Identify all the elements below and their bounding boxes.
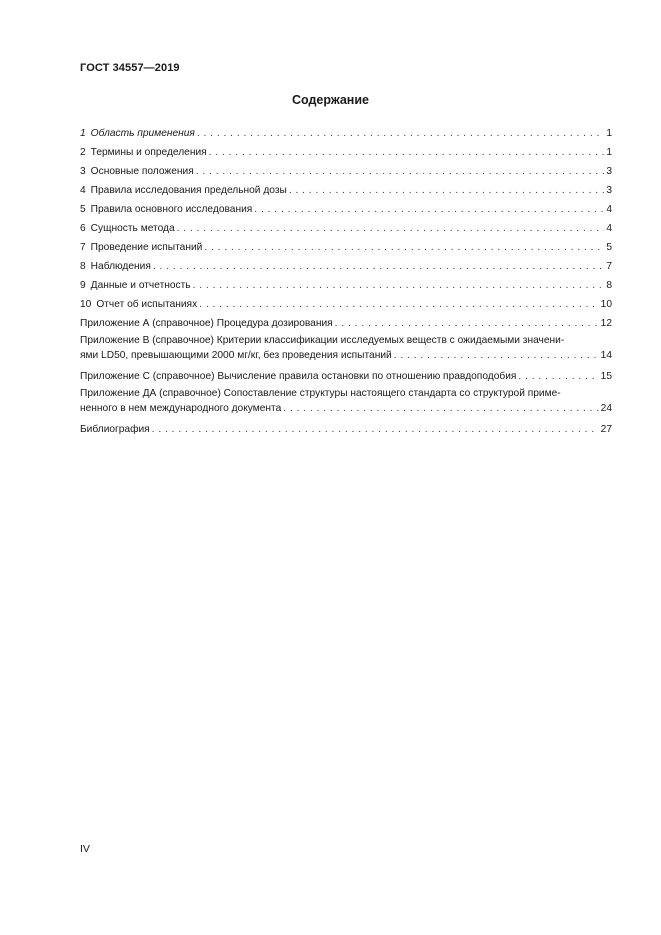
toc-leader-dots bbox=[193, 276, 605, 295]
toc-leader-dots bbox=[204, 238, 604, 257]
toc-entry-line bbox=[80, 295, 612, 314]
toc-entry-number: 2 bbox=[80, 147, 86, 158]
toc-leader-dots bbox=[289, 181, 605, 200]
toc-entry-line bbox=[80, 219, 612, 238]
toc-leader-dots bbox=[335, 314, 599, 333]
toc-entry-page: 12 bbox=[600, 318, 612, 329]
toc-entry[interactable] bbox=[80, 200, 612, 219]
toc-entry-line bbox=[80, 401, 612, 417]
toc-entry[interactable] bbox=[80, 124, 612, 143]
toc-entry[interactable] bbox=[80, 257, 612, 276]
toc-entry[interactable] bbox=[80, 181, 612, 200]
toc-entry-line bbox=[80, 333, 612, 348]
toc-entry-line bbox=[80, 124, 612, 143]
toc-leader-dots bbox=[196, 162, 605, 181]
toc-entry-line bbox=[80, 143, 612, 162]
toc-entry-label: Библиография bbox=[80, 424, 150, 435]
toc-entry-page: 15 bbox=[600, 371, 612, 382]
toc-entry-number: 3 bbox=[80, 166, 86, 177]
toc-leader-dots bbox=[177, 219, 605, 238]
toc-entry-page: 4 bbox=[606, 204, 612, 215]
toc-entry-page: 1 bbox=[606, 147, 612, 158]
toc-entry-line bbox=[80, 200, 612, 219]
toc-entry-number: 5 bbox=[80, 204, 86, 215]
document-header: ГОСТ 34557—2019 bbox=[80, 62, 180, 74]
toc-entry-page: 10 bbox=[600, 299, 612, 310]
toc-entry-line bbox=[80, 367, 612, 386]
toc-entry-line bbox=[80, 276, 612, 295]
toc-entry-label: Отчет об испытаниях bbox=[96, 299, 198, 310]
toc-entry-label: Приложение В (справочное) Критерии классификации исследуемых веществ с ожидаемыми значени- bbox=[80, 335, 565, 346]
toc-entry-label: Приложение ДА (справочное) Сопоставление структуры настоящего стандарта со структурой приме- bbox=[80, 388, 561, 399]
toc-entry[interactable] bbox=[80, 314, 612, 333]
toc-entry-page: 14 bbox=[600, 350, 612, 361]
toc-leader-dots bbox=[518, 367, 598, 386]
toc-entry[interactable] bbox=[80, 219, 612, 238]
toc-entry-label: Термины и определения bbox=[90, 147, 207, 158]
toc-entry-page: 5 bbox=[606, 242, 612, 253]
toc-entry-label: ями LD50, превышающими 2000 мг/кг, без проведения испытаний bbox=[80, 350, 392, 361]
toc-leader-dots bbox=[283, 401, 598, 417]
toc-entry-number: 9 bbox=[80, 280, 86, 291]
toc-entry[interactable] bbox=[80, 143, 612, 162]
toc-entry[interactable] bbox=[80, 276, 612, 295]
toc-entry-page: 8 bbox=[606, 280, 612, 291]
toc-entry-number: 10 bbox=[80, 299, 92, 310]
toc-entry-number: 4 bbox=[80, 185, 86, 196]
toc-entry-line bbox=[80, 162, 612, 181]
toc-entry-label: Область применения bbox=[90, 128, 195, 139]
toc-entry-line bbox=[80, 238, 612, 257]
toc-entry-label: Сущность метода bbox=[90, 223, 175, 234]
toc-leader-dots bbox=[394, 348, 599, 364]
toc-entry-number: 8 bbox=[80, 261, 86, 272]
table-of-contents bbox=[80, 124, 612, 439]
toc-entry[interactable] bbox=[80, 295, 612, 314]
toc-entry[interactable] bbox=[80, 238, 612, 257]
toc-entry-page: 3 bbox=[606, 166, 612, 177]
toc-entry-label: Данные и отчетность bbox=[90, 280, 191, 291]
toc-entry-label: Приложение С (справочное) Вычисление правила остановки по отношению правдоподобия bbox=[80, 371, 517, 382]
toc-entry-label: Правила исследования предельной дозы bbox=[90, 185, 287, 196]
toc-entry-label: Наблюдения bbox=[90, 261, 151, 272]
toc-entry-label: ненного в нем международного документа bbox=[80, 403, 282, 414]
toc-entry-page: 7 bbox=[606, 261, 612, 272]
toc-entry-line bbox=[80, 181, 612, 200]
toc-entry[interactable] bbox=[80, 162, 612, 181]
toc-entry-line bbox=[80, 348, 612, 364]
toc-entry-line bbox=[80, 257, 612, 276]
toc-entry[interactable] bbox=[80, 386, 612, 417]
toc-title: Содержание bbox=[291, 93, 369, 107]
toc-entry-page: 4 bbox=[606, 223, 612, 234]
toc-leader-dots bbox=[254, 200, 604, 219]
toc-leader-dots bbox=[152, 420, 599, 439]
toc-entry-label: Правила основного исследования bbox=[90, 204, 253, 215]
toc-entry-number: 1 bbox=[80, 128, 86, 139]
toc-entry-page: 3 bbox=[606, 185, 612, 196]
toc-entry-number: 7 bbox=[80, 242, 86, 253]
toc-entry-page: 1 bbox=[606, 128, 612, 139]
toc-entry-line bbox=[80, 386, 612, 401]
toc-entry[interactable] bbox=[80, 333, 612, 364]
toc-entry-line bbox=[80, 420, 612, 439]
toc-leader-dots bbox=[153, 257, 604, 276]
toc-entry[interactable] bbox=[80, 367, 612, 386]
toc-leader-dots bbox=[197, 124, 604, 143]
toc-entry-page: 27 bbox=[600, 424, 612, 435]
toc-leader-dots bbox=[199, 295, 598, 314]
toc-entry-line bbox=[80, 314, 612, 333]
toc-leader-dots bbox=[209, 143, 605, 162]
toc-entry-label: Основные положения bbox=[90, 166, 194, 177]
toc-entry[interactable] bbox=[80, 420, 612, 439]
toc-entry-number: 6 bbox=[80, 223, 86, 234]
toc-entry-label: Приложение А (справочное) Процедура дозирования bbox=[80, 318, 333, 329]
toc-entry-page: 24 bbox=[600, 403, 612, 414]
page-number-footer: IV bbox=[80, 843, 90, 855]
toc-entry-label: Проведение испытаний bbox=[90, 242, 203, 253]
